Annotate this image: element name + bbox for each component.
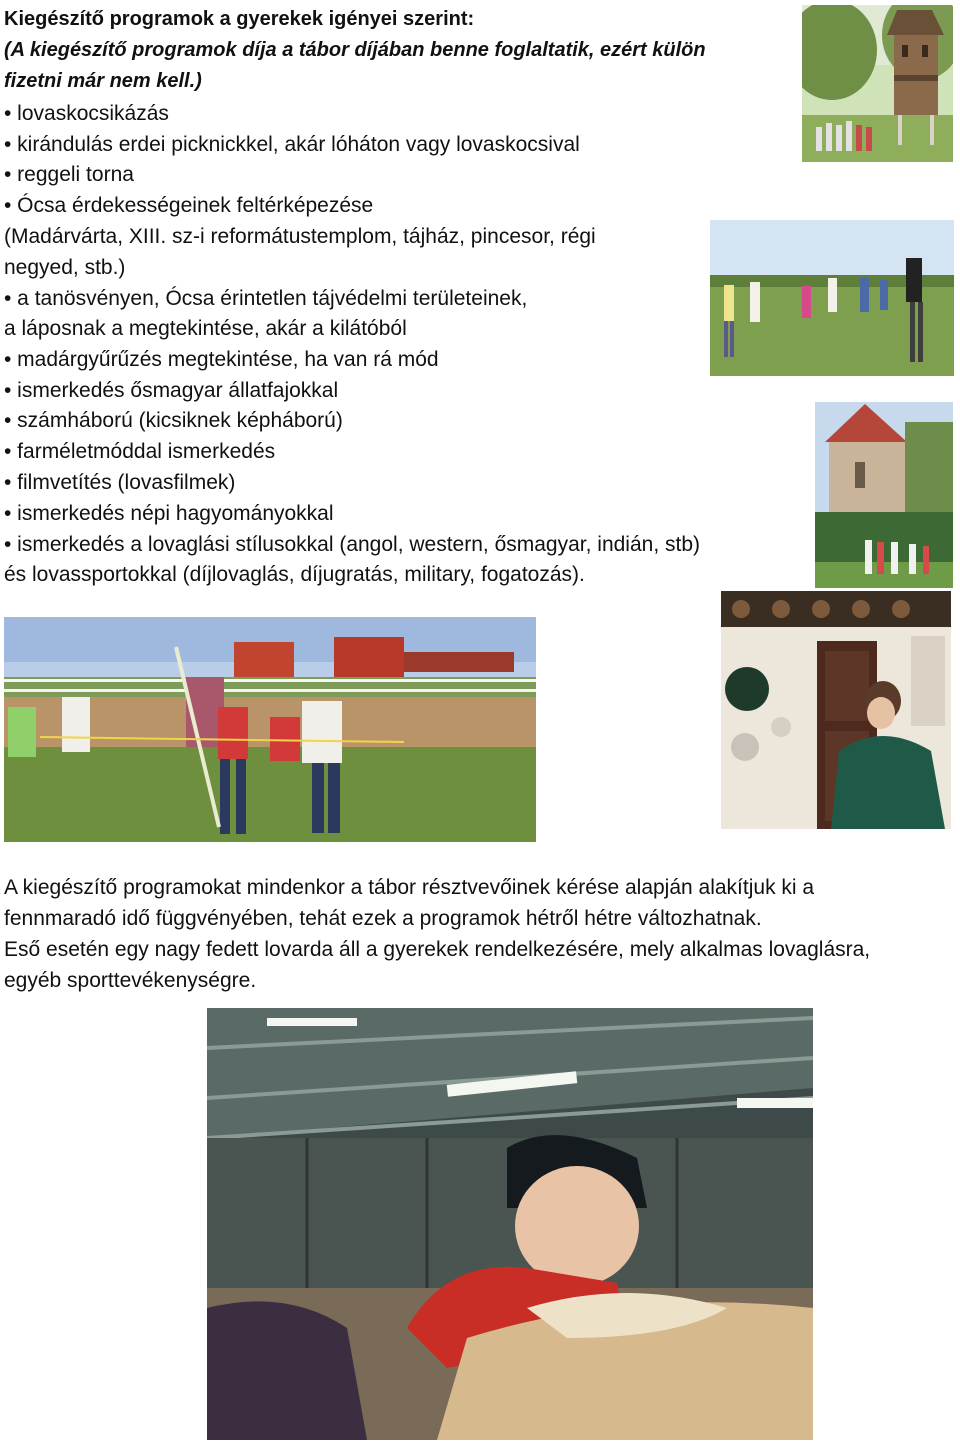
photo-country-house-interior: [721, 591, 951, 829]
info-paragraph-line: egyéb sporttevékenységre.: [4, 969, 257, 992]
list-item: • Ócsa érdekességeinek feltérképezése: [4, 194, 374, 217]
price-note-line-2: fizetni már nem kell.): [4, 70, 202, 92]
info-paragraph-line: A kiegészítő programokat mindenkor a tábor résztvevőinek kérése alapján alakítjuk ki a: [4, 876, 815, 899]
list-item: • ismerkedés népi hagyományokkal: [4, 502, 334, 525]
list-item: (Madárvárta, XIII. sz-i reformátustemplom, tájház, pincesor, régi: [4, 225, 596, 248]
list-item: • reggeli torna: [4, 163, 134, 186]
list-item: • lovaskocsikázás: [4, 102, 169, 125]
price-note-line-1: (A kiegészítő programok díja a tábor díjában benne foglaltatik, ezért külön: [4, 39, 706, 61]
photo-horse-farm-activity: [4, 617, 536, 842]
list-item: a láposnak a megtekintése, akár a kilátóból: [4, 317, 407, 340]
list-item: • kirándulás erdei picknickkel, akár lóháton vagy lovaskocsival: [4, 133, 580, 156]
info-paragraph-line: fennmaradó idő függvényében, tehát ezek a programok hétről hétre változhatnak.: [4, 907, 762, 930]
list-item: negyed, stb.): [4, 256, 126, 279]
list-item: • ismerkedés a lovaglási stílusokkal (angol, western, ősmagyar, indián, stb): [4, 533, 701, 556]
list-item: • madárgyűrűzés megtekintése, ha van rá mód: [4, 348, 439, 371]
section-title: Kiegészítő programok a gyerekek igényei szerint:: [4, 8, 475, 30]
list-item: és lovassportokkal (díjlovaglás, díjugratás, military, fogatozás).: [4, 563, 585, 586]
list-item: • számháború (kicsiknek képháború): [4, 409, 343, 432]
photo-indoor-riding-hall: [207, 1008, 813, 1440]
list-item: • filmvetítés (lovasfilmek): [4, 471, 236, 494]
info-paragraph-line: Eső esetén egy nagy fedett lovarda áll a gyerekek rendelkezésére, mely alkalmas lovaglásra,: [4, 938, 871, 961]
list-item: • farméletmóddal ismerkedés: [4, 440, 276, 463]
photo-morning-exercise: [710, 220, 954, 376]
list-item: • a tanösvényen, Ócsa érintetlen tájvédelmi területeinek,: [4, 287, 528, 310]
photo-church: [815, 402, 953, 588]
photo-watchtower: [802, 5, 953, 162]
list-item: • ismerkedés ősmagyar állatfajokkal: [4, 379, 339, 402]
